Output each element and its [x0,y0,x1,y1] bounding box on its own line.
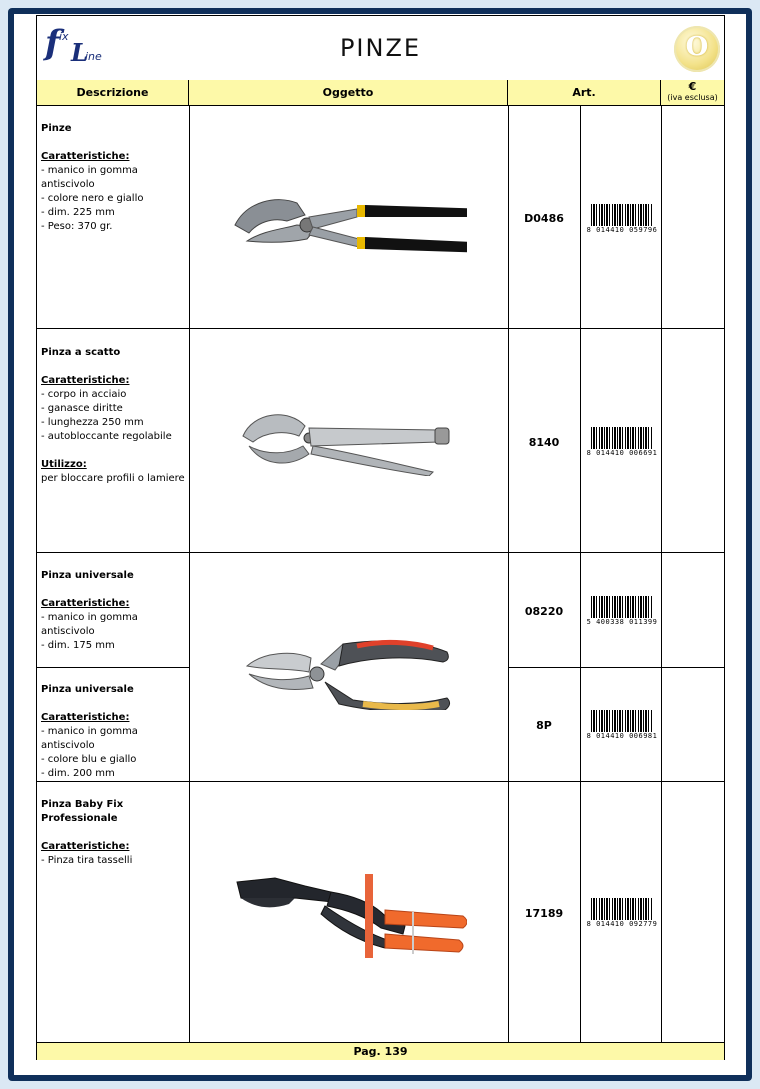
product-name: Pinza Baby Fix Professionale [41,799,124,824]
rivet-pliers-image [235,868,467,968]
feature-line: - manico in gomma antiscivolo [41,165,138,190]
barcode [586,427,658,459]
article-code: 08220 [524,605,564,618]
euro-note: (iva esclusa) [667,93,718,102]
barcode [586,596,658,628]
product-description [41,346,185,486]
section-title: Caratteristiche: [41,598,130,609]
product-description [41,569,185,653]
product-name: Pinza universale [41,684,134,695]
page-header [37,16,724,81]
barcode-number: 5 400338 011399 [586,618,658,626]
feature-line: - dim. 175 mm [41,640,115,651]
fixline-logo: f ix L ine [45,23,102,67]
barcode [586,710,658,742]
feature-line: - corpo in acciaio [41,389,127,400]
feature-line: per bloccare profili o lamiere [41,473,185,484]
feature-line: - Peso: 370 gr. [41,221,113,232]
barcode [586,898,658,930]
article-code: D0486 [524,212,564,225]
product-description [41,683,185,781]
feature-line: - manico in gomma antiscivolo [41,612,138,637]
feature-line: - lunghezza 250 mm [41,417,144,428]
feature-line: - ganasce diritte [41,403,123,414]
section-title: Utilizzo: [41,459,87,470]
catalog-page [36,15,725,1060]
product-description [41,798,185,868]
groove-joint-pliers-image [227,181,467,261]
page-number: Pag. 139 [37,1042,724,1060]
product-name: Pinze [41,123,72,134]
barcode [586,204,658,236]
article-code: 8P [536,719,552,732]
barcode-bars [591,596,653,618]
section-title: Caratteristiche: [41,841,130,852]
feature-line: - Pinza tira tasselli [41,855,133,866]
barcode-bars [591,204,653,226]
barcode-bars [591,898,653,920]
barcode-number: 8 014410 006691 [586,449,658,457]
section-title: Caratteristiche: [41,151,130,162]
barcode-bars [591,427,653,449]
locking-pliers-image [239,402,459,476]
gold-coin-icon: O [674,26,720,72]
barcode-number: 8 014410 059796 [586,226,658,234]
header-art: Art. [508,80,661,105]
article-code: 8140 [528,436,560,449]
header-euro [661,80,724,105]
product-description [41,122,185,234]
section-title: Caratteristiche: [41,375,130,386]
feature-line: - colore blu e giallo [41,754,137,765]
feature-line: - colore nero e giallo [41,193,144,204]
euro-symbol: € [688,80,697,93]
barcode-bars [591,710,653,732]
feature-line: - dim. 200 mm [41,768,115,779]
barcode-number: 8 014410 092779 [586,920,658,928]
header-oggetto: Oggetto [189,80,508,105]
page-title: PINZE [339,34,422,62]
section-title: Caratteristiche: [41,712,130,723]
table-header [37,80,724,106]
feature-line: - autobloccante regolabile [41,431,172,442]
feature-line: - manico in gomma antiscivolo [41,726,138,751]
article-code: 17189 [524,907,564,920]
product-name: Pinza universale [41,570,134,581]
header-descrizione: Descrizione [37,80,189,105]
feature-line: - dim. 225 mm [41,207,115,218]
product-name: Pinza a scatto [41,347,121,358]
combination-pliers-image [243,634,457,710]
barcode-number: 8 014410 006981 [586,732,658,740]
